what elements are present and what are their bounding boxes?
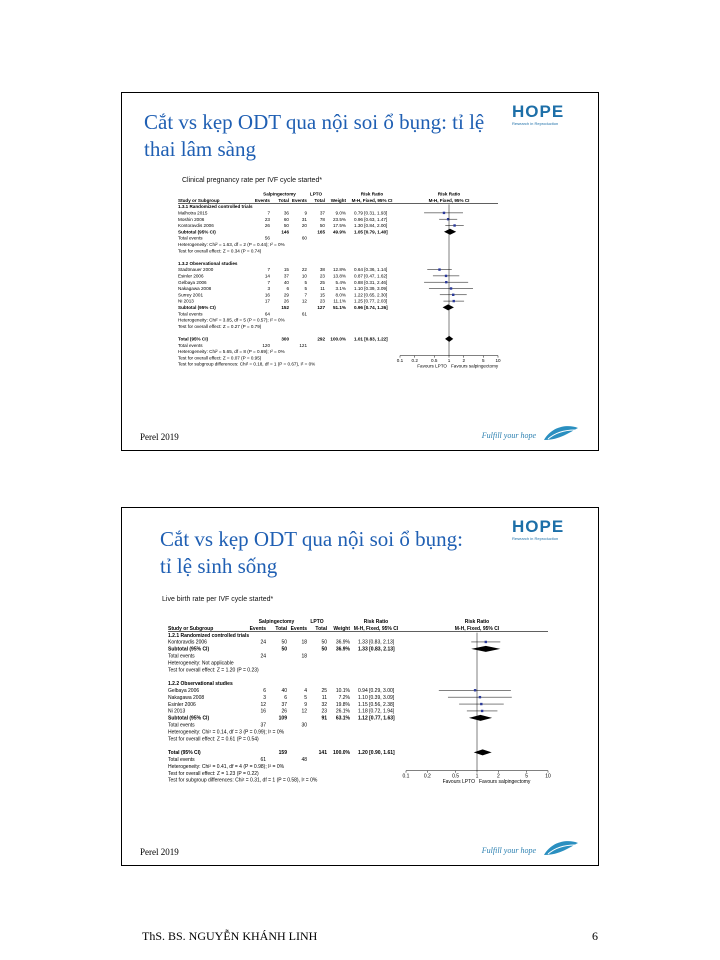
row-value-ta: 152 <box>281 305 289 310</box>
row-value-tb: 78 <box>319 216 325 222</box>
logo-word: HOPE <box>512 102 565 121</box>
row-label: Heterogeneity: Chi² = 3.85, df = 5 (P = 0.57); I² = 0% <box>178 317 285 323</box>
forest-plot-title: Live birth rate per IVF cycle started* <box>162 596 274 603</box>
row-value-tb: 11 <box>321 694 327 701</box>
row-label: Subtotal (95% CI) <box>178 305 216 310</box>
row-value-eb: 18 <box>301 653 307 660</box>
row-value-tb: 50 <box>321 639 327 646</box>
row-ci: 1.10 [0.39, 3.09] <box>354 286 388 292</box>
x-tick-label: 10 <box>495 358 501 364</box>
header-method: M-H, Fixed, 95% CI <box>353 625 399 632</box>
row-value-eb: 9 <box>304 210 307 216</box>
row-ci: 1.33 [0.83, 2.13] <box>358 646 395 653</box>
row-value-w: 13.8% <box>332 273 346 279</box>
row-ci: 1.05 [0.79, 1.40] <box>354 229 388 235</box>
row-value-tb: 50 <box>319 223 325 229</box>
tagline: Fulfill your hope <box>481 431 536 440</box>
row-label: Subtotal (95% CI) <box>168 715 210 722</box>
row-value-eb: 10 <box>301 273 307 279</box>
logo-subtitle: Research in Reproduction <box>512 536 559 541</box>
header-study: Study or Subgroup <box>178 197 220 203</box>
row-label: Total (95% CI) <box>178 336 209 342</box>
page-number: 6 <box>592 929 598 943</box>
row-label: Gelbaya 2006 <box>178 279 207 285</box>
row-label: Subtotal (95% CI) <box>178 229 216 235</box>
row-label: Nakagawa 2008 <box>178 286 212 292</box>
row-label: Heterogeneity: Chi² = 0.41, df = 4 (P = 0.98); I² = 0% <box>168 763 285 770</box>
x-tick-label: 0.2 <box>423 773 431 780</box>
header-total-a: Total <box>275 625 287 632</box>
row-value-tb: 91 <box>321 715 327 722</box>
row-ci: 1.12 [0.77, 1.63] <box>358 715 395 722</box>
row-value-tb: 50 <box>321 646 327 653</box>
row-value-ea: 64 <box>264 311 270 317</box>
point-estimate-square <box>438 268 440 270</box>
header-effect: Risk Ratio <box>360 191 384 197</box>
row-value-eb: 5 <box>304 279 307 285</box>
point-estimate-square <box>480 703 482 705</box>
row-value-ea: 17 <box>264 298 270 304</box>
header-weight: Weight <box>333 625 350 632</box>
row-value-tb: 11 <box>320 286 325 292</box>
row-value-w: 36.9% <box>335 639 350 646</box>
row-value-w: 7.2% <box>338 694 350 701</box>
x-tick-label: 2 <box>496 773 500 780</box>
row-value-ea: 3 <box>267 286 270 292</box>
x-tick-label: 0.5 <box>431 358 438 364</box>
row-ci: 1.10 [0.39, 3.09] <box>358 694 395 701</box>
row-label: Test for overall effect: Z = 0.61 (P = 0.54) <box>168 736 259 743</box>
row-value-ta: 6 <box>286 286 289 292</box>
row-ci: 1.25 [0.77, 2.03] <box>354 298 388 304</box>
favours-left-label: Favours LPTO <box>442 779 475 786</box>
row-value-tb: 38 <box>319 267 325 273</box>
header-effect-plot: Risk Ratio <box>464 619 490 625</box>
row-label: Total events <box>178 311 203 317</box>
row-value-w: 10.1% <box>335 688 350 694</box>
row-label: 1.3.2 Observational studies <box>178 260 238 266</box>
x-tick-label: 0.1 <box>396 358 404 364</box>
row-value-ea: 61 <box>260 757 266 763</box>
header-method: M-H, Fixed, 95% CI <box>351 197 393 203</box>
forest-plot-title: Clinical pregnancy rate per IVF cycle started* <box>182 177 323 184</box>
row-ci: 0.88 [0.31, 2.46] <box>354 279 388 285</box>
row-label: Total events <box>178 235 203 241</box>
row-ci: 0.64 [0.36, 1.14] <box>354 267 388 273</box>
x-tick-label: 0.5 <box>452 773 460 780</box>
x-tick-label: 5 <box>525 773 529 780</box>
x-tick-label: 0.1 <box>402 773 410 780</box>
header-events-b: Events <box>291 197 307 203</box>
row-value-ta: 37 <box>281 701 287 708</box>
row-value-tb: 23 <box>321 708 327 715</box>
row-label: Ni 2013 <box>168 708 186 715</box>
row-value-tb: 25 <box>321 688 327 694</box>
row-ci: 1.20 [0.90, 1.61] <box>358 750 395 757</box>
row-value-ta: 36 <box>283 210 289 216</box>
row-value-ta: 50 <box>281 639 287 646</box>
row-value-w: 51.1% <box>332 305 346 310</box>
row-label: Kontoravdis 2006 <box>168 639 207 646</box>
x-tick-label: 5 <box>481 358 485 364</box>
slide-title-line-2: tỉ lệ sinh sống <box>160 554 278 578</box>
point-estimate-square <box>445 281 447 283</box>
header-group-a: Salpingectomy <box>263 191 296 197</box>
forest-plot-clinical-pregnancy <box>122 187 598 397</box>
row-value-w: 5.4% <box>335 279 346 285</box>
row-label: Total events <box>178 342 203 348</box>
row-value-ta: 50 <box>283 223 289 229</box>
header-effect: Risk Ratio <box>363 619 389 625</box>
header-events-b: Events <box>290 625 307 632</box>
row-value-ea: 16 <box>264 292 270 298</box>
header-total-b: Total <box>315 625 327 632</box>
hope-logo <box>512 518 582 548</box>
row-value-ta: 37 <box>283 273 289 279</box>
row-label: Test for overall effect: Z = 1.23 (P = 0.22) <box>168 770 259 777</box>
row-value-w: 63.1% <box>335 715 350 722</box>
row-value-w: 12.8% <box>332 267 346 273</box>
row-value-ea: 7 <box>267 279 270 285</box>
favours-right-label: Favours salpingectomy <box>451 363 499 369</box>
row-label: Ni 2013 <box>178 298 194 304</box>
row-ci: 0.94 [0.29, 3.00] <box>358 688 395 694</box>
row-value-eb: 5 <box>304 286 307 292</box>
row-value-eb: 18 <box>301 639 307 646</box>
row-value-w: 9.0% <box>335 210 346 216</box>
hope-logo <box>512 103 582 133</box>
pooled-diamond <box>444 229 456 235</box>
header-group-a: Salpingectomy <box>258 619 295 625</box>
favours-right-label: Favours salpingectomy <box>479 779 531 786</box>
row-value-tb: 25 <box>319 279 325 285</box>
row-value-ea: 12 <box>260 701 266 708</box>
row-value-eb: 30 <box>301 722 307 729</box>
slide-title <box>160 526 520 580</box>
x-tick-label: 2 <box>462 358 466 364</box>
row-value-ea: 26 <box>264 223 270 229</box>
row-value-eb: 22 <box>301 267 307 273</box>
row-value-ta: 26 <box>281 708 287 715</box>
row-value-ta: 6 <box>284 694 287 701</box>
x-tick-label: 1 <box>447 358 451 364</box>
logo-subtitle: Research in Reproduction <box>512 121 559 126</box>
row-value-w: 26.1% <box>335 708 350 715</box>
row-label: Test for overall effect: Z = 0.34 (P = 0.74) <box>178 248 262 254</box>
point-estimate-square <box>474 689 476 691</box>
row-label: Test for overall effect: Z = 0.07 (P = 0.95) <box>178 355 262 361</box>
row-label: Gelbaya 2006 <box>168 688 200 694</box>
slide-clinical-pregnancy <box>121 92 599 451</box>
row-label: Total (95% CI) <box>168 750 201 757</box>
row-value-eb: 7 <box>304 292 307 298</box>
point-estimate-square <box>450 287 452 289</box>
row-value-w: 100.0% <box>330 336 346 342</box>
row-value-w: 3.1% <box>335 286 346 292</box>
logo-word: HOPE <box>512 517 565 536</box>
row-value-ta: 50 <box>281 646 287 653</box>
citation: Perel 2019 <box>140 432 179 442</box>
row-value-eb: 12 <box>301 708 307 715</box>
row-value-tb: 15 <box>319 292 325 298</box>
x-tick-label: 0.2 <box>411 358 418 364</box>
header-group-b: LPTO <box>309 191 323 197</box>
x-tick-label: 1 <box>475 773 479 780</box>
row-value-ta: 29 <box>283 292 289 298</box>
row-value-tb: 292 <box>317 336 325 342</box>
header-total-a: Total <box>278 197 289 203</box>
row-value-w: 11.1% <box>333 298 346 304</box>
row-label: Stadtmauer 2000 <box>178 267 214 273</box>
citation: Perel 2019 <box>140 847 179 857</box>
point-estimate-square <box>453 224 455 226</box>
row-label: Test for overall effect: Z = 1.20 (P = 0.23) <box>168 667 259 674</box>
row-value-ea: 37 <box>260 722 266 729</box>
row-ci: 0.96 [0.74, 1.26] <box>354 305 388 310</box>
row-value-ea: 16 <box>260 708 266 715</box>
row-label: Heterogeneity: Chi² = 0.14, df = 3 (P = 0.99); I² = 0% <box>168 729 285 736</box>
row-value-tb: 23 <box>319 298 325 304</box>
row-ci: 1.22 [0.65, 2.30] <box>354 292 388 298</box>
row-value-ea: 23 <box>264 216 270 222</box>
row-value-eb: 4 <box>304 688 307 694</box>
row-value-eb: 12 <box>301 298 307 304</box>
row-value-ta: 146 <box>281 229 289 235</box>
row-value-w: 36.9% <box>335 646 350 653</box>
row-value-ea: 56 <box>264 235 270 241</box>
leaf-logo-icon <box>542 424 580 442</box>
point-estimate-square <box>443 212 445 214</box>
row-ci: 0.96 [0.63, 1.47] <box>354 216 388 222</box>
forest-plot-live-birth <box>122 614 598 824</box>
row-ci: 1.33 [0.83, 2.13] <box>358 639 395 646</box>
row-value-eb: 48 <box>301 757 307 763</box>
point-estimate-square <box>445 275 447 277</box>
x-tick-label: 10 <box>545 773 551 780</box>
row-value-tb: 141 <box>318 750 327 757</box>
row-label: Moshin 2006 <box>178 216 205 222</box>
row-value-ea: 7 <box>267 210 270 216</box>
row-value-ta: 26 <box>283 298 289 304</box>
row-label: Total events <box>168 757 195 763</box>
point-estimate-square <box>453 300 455 302</box>
row-value-ea: 14 <box>264 273 270 279</box>
row-ci: 1.01 [0.83, 1.22] <box>354 336 388 342</box>
row-value-ta: 40 <box>283 279 289 285</box>
row-label: Surrey 2001 <box>178 292 204 298</box>
row-value-ea: 24 <box>260 653 266 660</box>
slide-live-birth <box>121 507 599 866</box>
row-value-tb: 127 <box>317 305 325 310</box>
point-estimate-square <box>452 294 454 296</box>
row-value-tb: 32 <box>321 701 327 708</box>
header-study: Study or Subgroup <box>168 625 214 632</box>
row-ci: 1.15 [0.56, 2.38] <box>358 701 395 708</box>
row-value-ea: 6 <box>263 688 266 694</box>
row-label: Test for overall effect: Z = 0.27 (P = 0.79) <box>178 323 262 329</box>
row-value-ta: 109 <box>278 715 287 722</box>
row-label: Esinler 2006 <box>178 273 204 279</box>
leaf-logo-icon <box>542 839 580 857</box>
row-value-ea: 7 <box>267 267 270 273</box>
pooled-diamond <box>471 646 500 652</box>
row-label: Subtotal (95% CI) <box>168 646 210 653</box>
row-ci: 1.30 [0.84, 2.00] <box>354 223 388 229</box>
row-label: Total events <box>168 722 195 729</box>
header-events-a: Events <box>254 197 270 203</box>
row-value-w: 19.8% <box>335 701 350 708</box>
row-value-w: 8.0% <box>335 292 346 298</box>
row-label: 1.3.1 Randomized controlled trials <box>178 204 253 210</box>
pooled-diamond <box>469 715 492 721</box>
tagline: Fulfill your hope <box>481 846 536 855</box>
row-label: Malhotra 2015 <box>178 210 208 216</box>
row-ci: 0.79 [0.31, 1.93] <box>354 210 388 216</box>
row-value-tb: 37 <box>319 210 325 216</box>
favours-left-label: Favours LPTO <box>417 363 447 369</box>
header-method-plot: M-H, Fixed, 95% CI <box>428 197 470 203</box>
row-value-ea: 3 <box>263 694 266 701</box>
row-value-eb: 5 <box>304 694 307 701</box>
row-value-w: 49.9% <box>332 229 346 235</box>
row-value-eb: 20 <box>301 223 307 229</box>
row-value-ta: 159 <box>278 750 287 757</box>
header-effect-plot: Risk Ratio <box>437 191 461 197</box>
row-value-tb: 23 <box>319 273 325 279</box>
row-value-ea: 120 <box>262 342 270 348</box>
row-label: Total events <box>168 653 195 660</box>
row-value-eb: 9 <box>304 701 307 708</box>
row-label: Kontoravdis 2006 <box>178 223 214 229</box>
slide-title <box>144 109 534 163</box>
slide-title-line-1: Cắt vs kẹp ODT qua nội soi ổ bụng: tỉ lệ <box>144 110 485 134</box>
point-estimate-square <box>481 710 483 712</box>
pooled-diamond <box>443 304 454 310</box>
row-label: Test for subgroup differences: Chi² = 0.31, df = 1 (P = 0.58), I² = 0% <box>168 777 318 784</box>
header-total-b: Total <box>314 197 325 203</box>
header-weight: Weight <box>330 197 346 203</box>
row-value-eb: 61 <box>301 311 307 317</box>
row-value-w: 100.0% <box>333 750 350 757</box>
row-label: Esinler 2006 <box>168 701 196 708</box>
row-value-ta: 15 <box>283 267 289 273</box>
row-value-w: 23.5% <box>332 216 346 222</box>
row-value-eb: 121 <box>299 342 307 348</box>
row-label: 1.2.2 Observational studies <box>168 681 233 688</box>
row-value-ta: 40 <box>281 688 287 694</box>
pooled-diamond <box>474 749 492 755</box>
point-estimate-square <box>485 641 487 643</box>
point-estimate-square <box>479 696 481 698</box>
row-value-ta: 300 <box>281 336 289 342</box>
row-label: Nakagawa 2008 <box>168 694 205 701</box>
row-value-ea: 24 <box>260 639 266 646</box>
slide-title-line-2: thai lâm sàng <box>144 137 256 161</box>
row-label: Heterogeneity: Chi² = 5.65, df = 8 (P = 0.69); I² = 0% <box>178 349 285 355</box>
row-label: Heterogeneity: Not applicable <box>168 660 234 667</box>
slide-title-line-1: Cắt vs kẹp ODT qua nội soi ổ bụng: <box>160 527 463 551</box>
row-label: Test for subgroup differences: Chi² = 0.18, df = 1 (P = 0.67), I² = 0% <box>178 361 316 367</box>
row-label: Heterogeneity: Chi² = 1.63, df = 2 (P = 0.44); I² = 0% <box>178 242 285 247</box>
row-ci: 1.18 [0.72, 1.94] <box>358 708 395 715</box>
header-events-a: Events <box>249 625 266 632</box>
row-label: 1.2.1 Randomized controlled trials <box>168 632 250 639</box>
row-value-ta: 60 <box>283 216 289 222</box>
header-method-plot: M-H, Fixed, 95% CI <box>454 625 500 632</box>
row-value-eb: 60 <box>301 235 307 241</box>
footer-author: ThS. BS. NGUYỄN KHÁNH LINH <box>142 929 318 943</box>
header-group-b: LPTO <box>310 619 324 625</box>
row-value-tb: 165 <box>317 229 325 235</box>
row-ci: 0.87 [0.47, 1.62] <box>354 273 388 279</box>
row-value-eb: 31 <box>301 216 307 222</box>
row-value-w: 17.5% <box>332 223 346 229</box>
